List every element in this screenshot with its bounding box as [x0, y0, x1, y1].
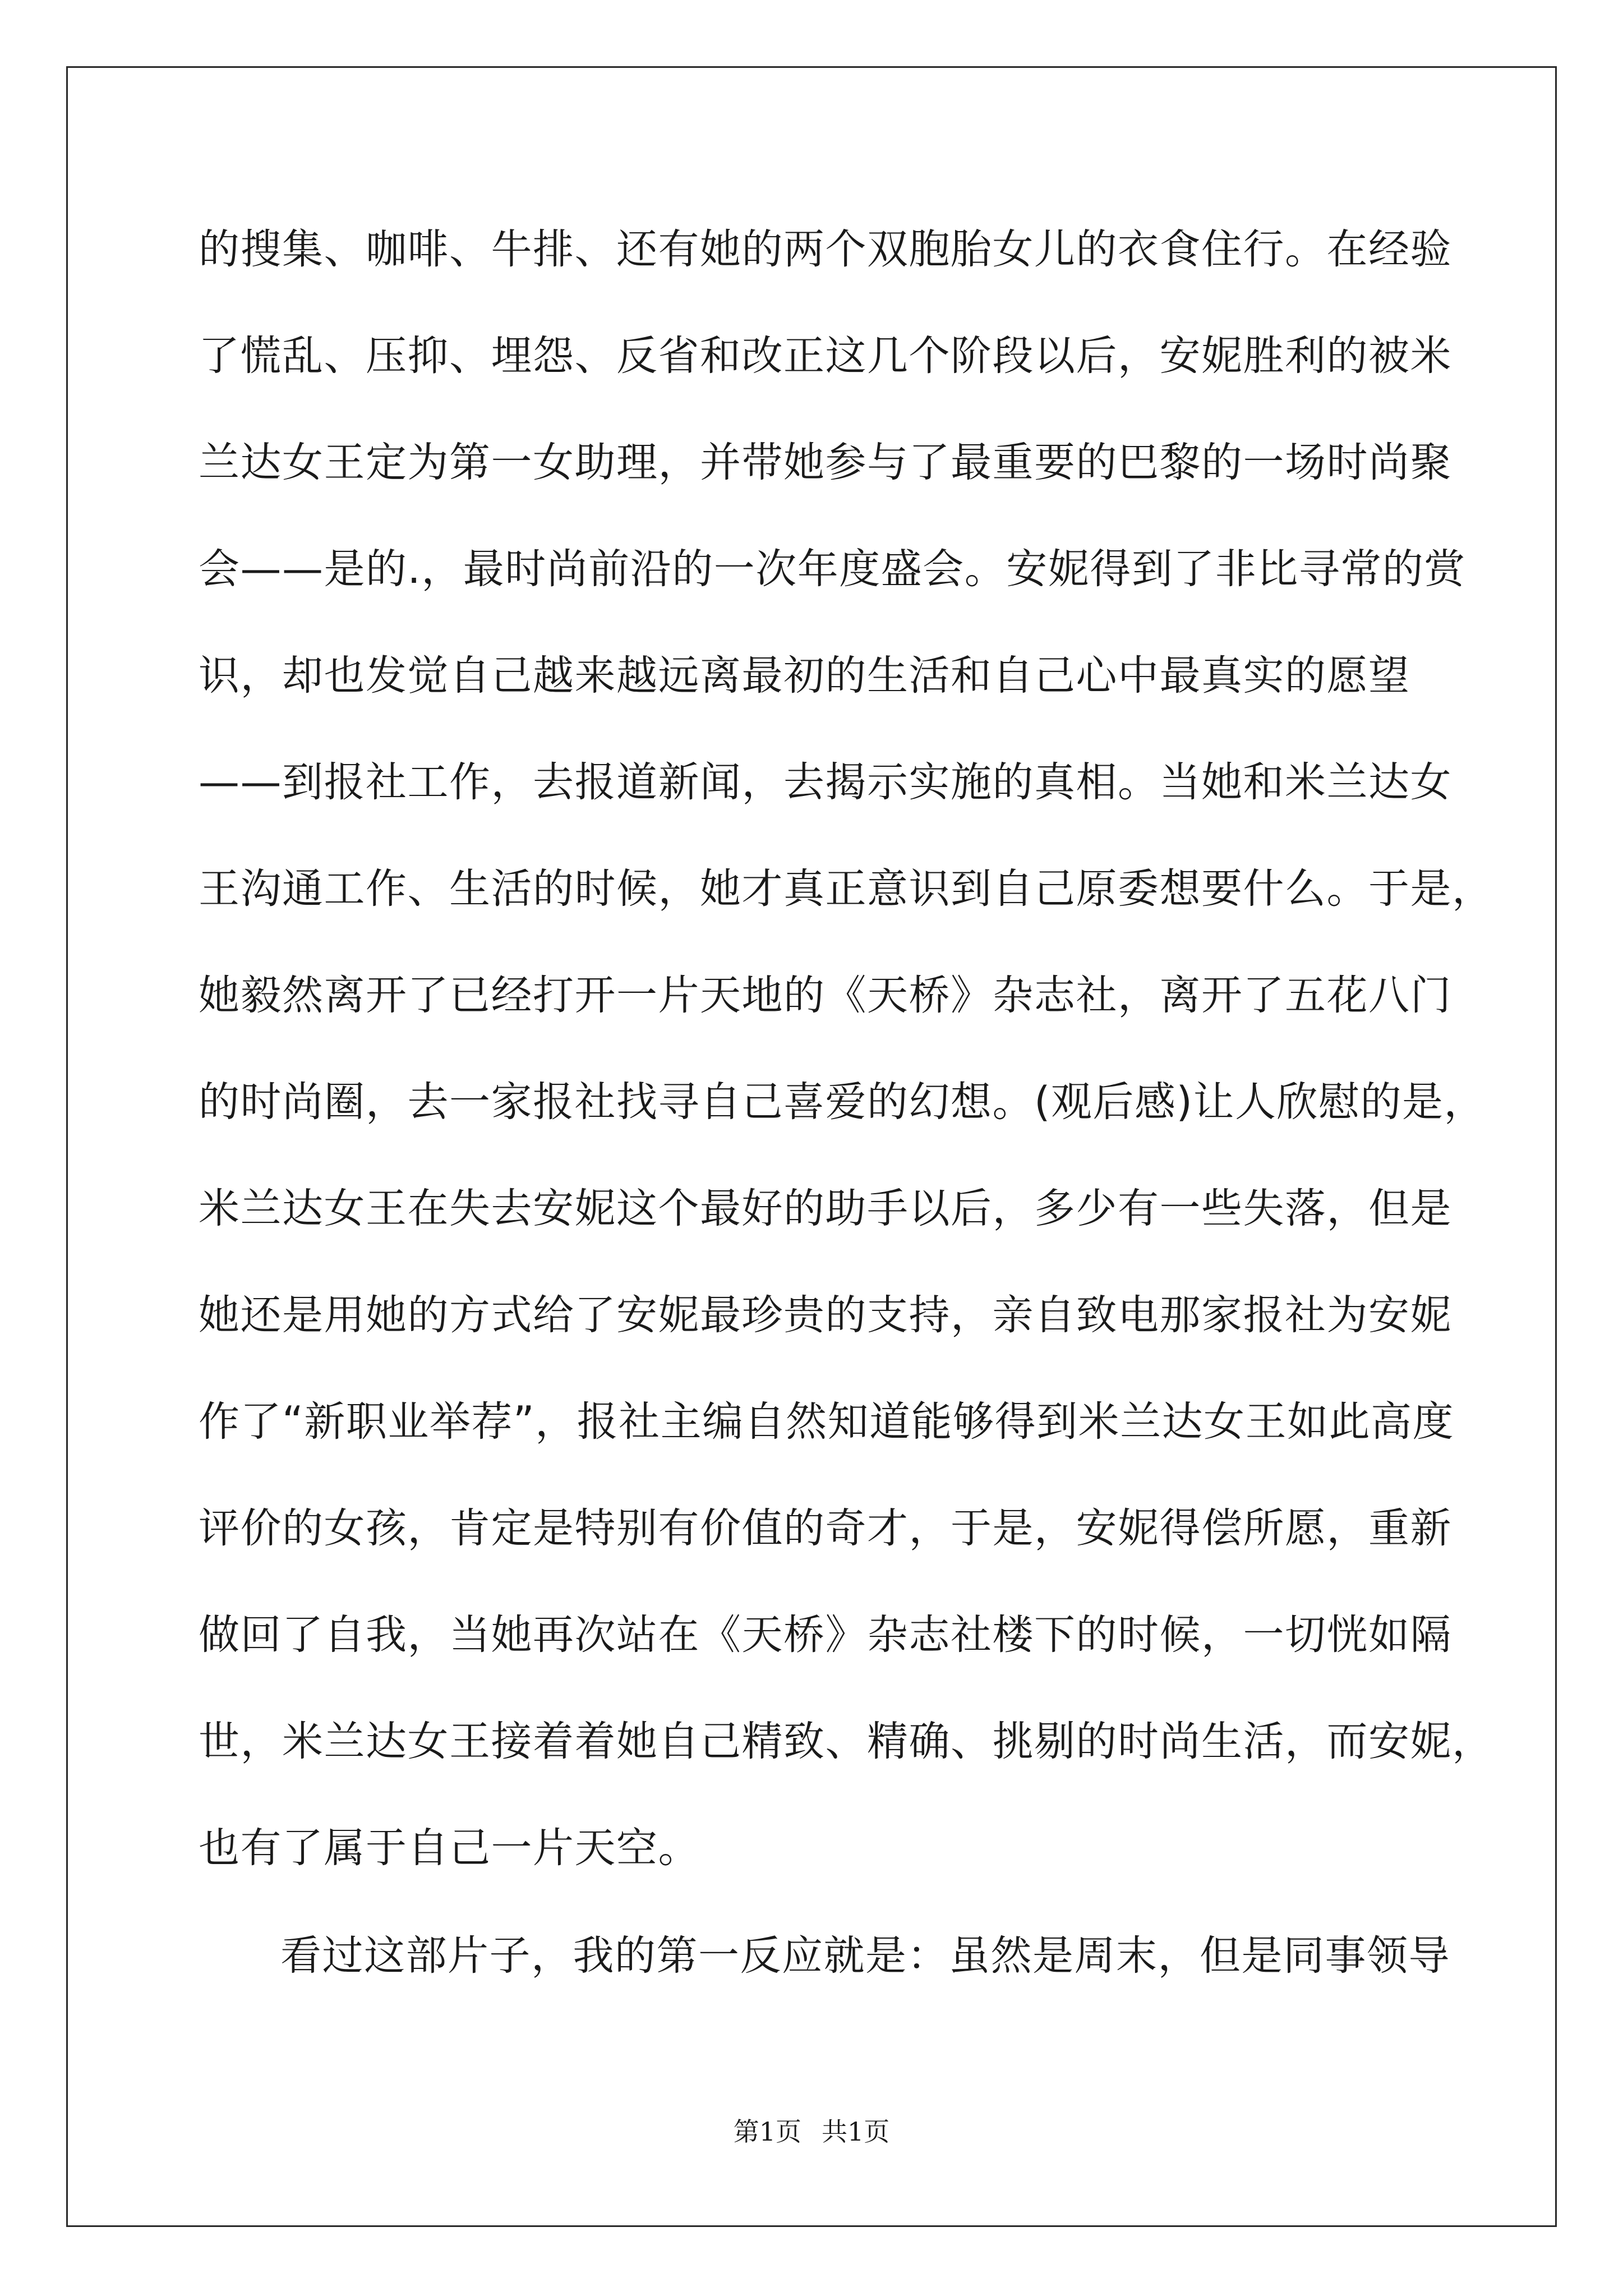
text-line: 识，却也发觉自己越来越远离最初的生活和自己心中最真实的愿望 [199, 652, 1410, 700]
text-line: 作了“新职业举荐”，报社主编自然知道能够得到米兰达女王如此高度 [199, 1398, 1455, 1446]
text-line: 兰达女王定为第一女助理，并带她参与了最重要的巴黎的一场时尚聚 [199, 439, 1452, 486]
text-line: 米兰达女王在失去安妮这个最好的助手以后，多少有一些失落，但是 [199, 1185, 1452, 1232]
page-border [66, 66, 1557, 2227]
text-line: 会——是的.，最时尚前沿的一次年度盛会。安妮得到了非比寻常的赏 [199, 545, 1466, 593]
text-line: ——到报社工作，去报道新闻，去揭示实施的真相。当她和米兰达女 [199, 758, 1452, 806]
text-line: 世，米兰达女王接着着她自己精致、精确、挑剔的时尚生活，而安妮， [199, 1718, 1494, 1765]
text-line: 的时尚圈，去一家报社找寻自己喜爱的幻想。(观后感)让人欣慰的是， [199, 1078, 1486, 1126]
text-line: 她毅然离开了已经打开一片天地的《天桥》杂志社，离开了五花八门 [199, 972, 1452, 1019]
text-line: 王沟通工作、生活的时候，她才真正意识到自己原委想要什么。于是， [199, 865, 1494, 913]
text-line: 评价的女孩，肯定是特别有价值的奇才，于是，安妮得偿所愿，重新 [199, 1504, 1452, 1552]
text-line: 的搜集、咖啡、牛排、还有她的两个双胞胎女儿的衣食住行。在经验 [199, 226, 1452, 273]
text-line: 了慌乱、压抑、埋怨、反省和改正这几个阶段以后，安妮胜利的被米 [199, 332, 1452, 380]
page-footer [0, 2115, 1623, 2148]
text-line: 做回了自我，当她再次站在《天桥》杂志社楼下的时候，一切恍如隔 [199, 1611, 1452, 1659]
text-line: 看过这部片子，我的第一反应就是：虽然是周末，但是同事领导 [280, 1932, 1450, 1980]
page-number: 第1页 [733, 2116, 801, 2147]
text-line: 她还是用她的方式给了安妮最珍贵的支持，亲自致电那家报社为安妮 [199, 1291, 1452, 1339]
page-total: 共1页 [822, 2116, 890, 2147]
text-line: 也有了属于自己一片天空。 [199, 1824, 700, 1872]
